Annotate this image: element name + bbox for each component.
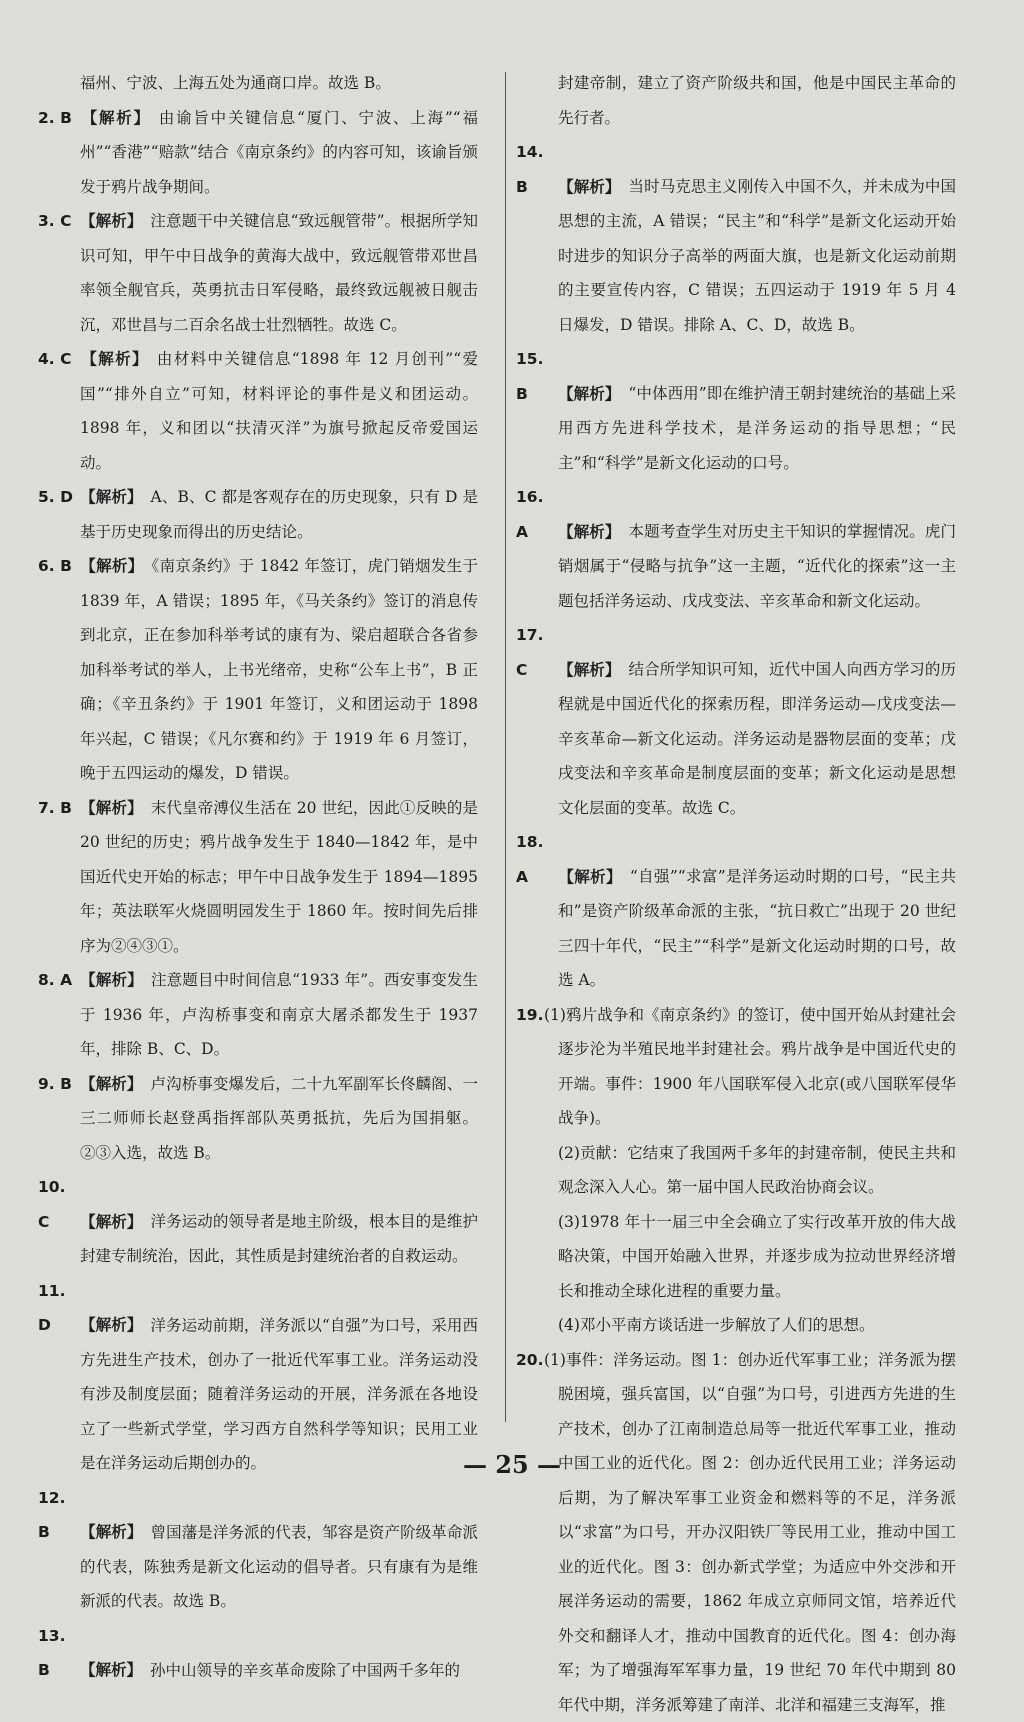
analysis-tag: 【解析】: [558, 385, 620, 403]
answer-text: 由材料中关键信息“1898 年 12 月创刊”“爱国”“排外自立”可知，材料评论的事件是义和团运动。1898 年，义和团以“扶清灭洋”为旗号掀起反帝爱国运动。: [80, 350, 478, 472]
analysis-tag: 【解析】: [80, 799, 143, 817]
answer-item: [38, 1067, 478, 1171]
question-number: 3. C: [38, 204, 80, 239]
answer-text: 当时马克思主义刚传入中国不久，并未成为中国思想的主流，A 错误；“民主”和“科学”是新文化运动开始时进步的知识分子高举的两面大旗，也是新文化运动前期的主要宣传内容，C 错误；五四运动于 1919 年 5 月 4 日爆发，D 错误。排除 A、C、D，故选 B。: [558, 178, 956, 334]
question-number: 17. C: [516, 618, 558, 687]
answer-text: “中体西用”即在维护清王朝封建统治的基础上采用西方先进科学技术，是洋务运动的指导思想；“民主”和“科学”是新文化运动的口号。: [558, 385, 956, 472]
question-number: 12. B: [38, 1481, 80, 1550]
question-number: 11. D: [38, 1274, 80, 1343]
answer-item: [516, 342, 956, 480]
answer-text: 《南京条约》于 1842 年签订，虎门销烟发生于 1839 年，A 错误；1895 年，《马关条约》签订的消息传到北京，正在参加科举考试的康有为、梁启超联合各省参加科举考试的举人，上书光绪帝，史称“公车上书”，B 正确；《辛丑条约》于 1901 年签订，义和团运动于 1898 年兴起，C 错误；《凡尔赛和约》于 1919 年 6 月签订，晚于五四运动的爆发，D 错误。: [80, 557, 478, 782]
analysis-tag: 【解析】: [80, 350, 149, 368]
question-number: 15. B: [516, 342, 558, 411]
answer-text: A、B、C 都是客观存在的历史现象，只有 D 是基于历史现象而得出的历史结论。: [80, 488, 478, 541]
answer-text: 曾国藩是洋务派的代表，邹容是资产阶级革命派的代表，陈独秀是新文化运动的倡导者。只有康有为是维新派的代表。故选 B。: [80, 1523, 478, 1610]
question-number: 6. B: [38, 549, 80, 584]
question-number: 16. A: [516, 480, 558, 549]
analysis-tag: 【解析】: [558, 661, 621, 679]
analysis-tag: 【解析】: [558, 178, 621, 196]
answer-text: 注意题干中关键信息“致远舰管带”。根据所学知识可知，甲午中日战争的黄海大战中，致远舰管带邓世昌率领全舰官兵，英勇抗击日军侵略，最终致远舰被日舰击沉，邓世昌与二百余名战士壮烈牺牲。故选 C。: [80, 212, 478, 334]
answer-item: [516, 618, 956, 825]
answer-item: [38, 791, 478, 964]
question-number: 9. B: [38, 1067, 80, 1102]
answer-part-2: (2)贡献：它结束了我国两千多年的封建帝制，使民主共和观念深入人心。第一届中国人民政治协商会议。: [516, 1136, 956, 1205]
analysis-tag: 【解析】: [558, 868, 622, 886]
analysis-tag: 【解析】: [80, 1213, 143, 1231]
answer-text: 本题考查学生对历史主干知识的掌握情况。虎门销烟属于“侵略与抗争”这一主题，“近代化的探索”这一主题包括洋务运动、戊戌变法、辛亥革命和新文化运动。: [558, 523, 956, 610]
continued-text: 封建帝制，建立了资产阶级共和国，他是中国民主革命的先行者。: [516, 66, 956, 135]
answer-item: [38, 1170, 478, 1274]
analysis-tag: 【解析】: [80, 212, 142, 230]
answer-text: “自强”“求富”是洋务运动时期的口号，“民主共和”是资产阶级革命派的主张，“抗日救亡”出现于 20 世纪三四十年代，“民主”“科学”是新文化运动时期的口号，故选 A。: [558, 868, 956, 990]
answer-item: [38, 480, 478, 549]
analysis-tag: 【解析】: [80, 971, 143, 989]
answer-item: [38, 204, 478, 342]
answer-item: [38, 101, 478, 205]
question-number: 2. B: [38, 101, 80, 136]
answer-item-19: [516, 998, 956, 1136]
answer-item: [38, 963, 478, 1067]
question-number: 10. C: [38, 1170, 80, 1239]
column-divider: [505, 72, 506, 1422]
answer-text: 末代皇帝溥仪生活在 20 世纪，因此①反映的是 20 世纪的历史；鸦片战争发生于 1840—1842 年，是中国近代史开始的标志；甲午中日战争发生于 1894—1895 年；英法联军火烧圆明园发生于 1860 年。按时间先后排序为②④③①。: [80, 799, 478, 955]
answer-part-3: (3)1978 年十一届三中全会确立了实行改革开放的伟大战略决策，中国开始融入世界，并逐步成为拉动世界经济增长和推动全球化进程的重要力量。: [516, 1205, 956, 1309]
answer-item: [516, 480, 956, 618]
question-number: 7. B: [38, 791, 80, 826]
analysis-tag: 【解析】: [80, 1075, 143, 1093]
analysis-tag: 【解析】: [80, 488, 143, 506]
answer-item: [38, 1481, 478, 1619]
answer-text: 孙中山领导的辛亥革命废除了中国两千多年的: [150, 1661, 460, 1679]
answer-text: 洋务运动的领导者是地主阶级，根本目的是维护封建专制统治，因此，其性质是封建统治者的自救运动。: [80, 1213, 478, 1266]
answer-part-4: (4)邓小平南方谈话进一步解放了人们的思想。: [516, 1308, 956, 1343]
answer-text: 注意题目中时间信息“1933 年”。西安事变发生于 1936 年，卢沟桥事变和南京大屠杀都发生于 1937 年，排除 B、C、D。: [80, 971, 478, 1058]
question-number: 13. B: [38, 1619, 80, 1688]
answer-item: [516, 825, 956, 998]
question-number: 19.: [516, 998, 544, 1033]
answer-list: [516, 135, 956, 998]
question-number: 14. B: [516, 135, 558, 204]
answer-part-1: (1)事件：洋务运动。图 1：创办近代军事工业；洋务派为摆脱困境，强兵富国，以“自强”为口号，引进西方先进的生产技术，创办了江南制造总局等一批近代军事工业，推动中国工业的近代化。图 2：创办近代民用工业；洋务运动后期，为了解决军事工业资金和燃料等的不足，洋务派以“求富”为口号，开办汉阳铁厂等民用工业，推动中国工业的近代化。图 3：创办新式学堂；为适应中外交涉和开展洋务运动的需要，1862 年成立京师同文馆，培养近代外交和翻译人才，推动中国教育的近代化。图 4：创办海军；为了增强海军军事力量，19 世纪 70 年代中期到 80 年代中期，洋务派筹建了南洋、北洋和福建三支海军，推: [544, 1351, 956, 1714]
page-number: — 25 —: [0, 1450, 1024, 1479]
answer-item-20: [516, 1343, 956, 1722]
question-number: 5. D: [38, 480, 80, 515]
question-number: 20.: [516, 1343, 544, 1378]
answer-item: [38, 1619, 478, 1688]
left-column: [38, 66, 478, 1688]
answer-text: 结合所学知识可知，近代中国人向西方学习的历程就是中国近代化的探索历程，即洋务运动—戊戌变法—辛亥革命—新文化运动。洋务运动是器物层面的变革；戊戌变法和辛亥革命是制度层面的变革；新文化运动是思想文化层面的变革。故选 C。: [558, 661, 956, 817]
analysis-tag: 【解析】: [80, 557, 144, 575]
analysis-tag: 【解析】: [80, 109, 151, 127]
analysis-tag: 【解析】: [558, 523, 621, 541]
answer-item: [516, 135, 956, 342]
question-number: 18. A: [516, 825, 558, 894]
question-number: 8. A: [38, 963, 80, 998]
answer-text: 由谕旨中关键信息“厦门、宁波、上海”“福州”“香港”“赔款”结合《南京条约》的内容可知，该谕旨颁发于鸦片战争期间。: [80, 109, 478, 196]
answer-item: [38, 549, 478, 791]
analysis-tag: 【解析】: [80, 1316, 142, 1334]
answer-text: 卢沟桥事变爆发后，二十九军副军长佟麟阁、一三二师师长赵登禹指挥部队英勇抵抗，先后为国捐躯。②③入选，故选 B。: [80, 1075, 478, 1162]
continued-text: 福州、宁波、上海五处为通商口岸。故选 B。: [38, 66, 478, 101]
answer-text: 洋务运动前期，洋务派以“自强”为口号，采用西方先进生产技术，创办了一批近代军事工业。洋务运动没有涉及制度层面；随着洋务运动的开展，洋务派在各地设立了一些新式学堂，学习西方自然科学等知识；民用工业是在洋务运动后期创办的。: [80, 1316, 478, 1472]
analysis-tag: 【解析】: [80, 1661, 142, 1679]
analysis-tag: 【解析】: [80, 1523, 143, 1541]
question-number: 4. C: [38, 342, 80, 377]
answer-part-1: (1)鸦片战争和《南京条约》的签订，使中国开始从封建社会逐步沦为半殖民地半封建社会。鸦片战争是中国近代史的开端。事件：1900 年八国联军侵入北京(或八国联军侵华战争)。: [544, 1006, 956, 1128]
answer-item: [38, 342, 478, 480]
